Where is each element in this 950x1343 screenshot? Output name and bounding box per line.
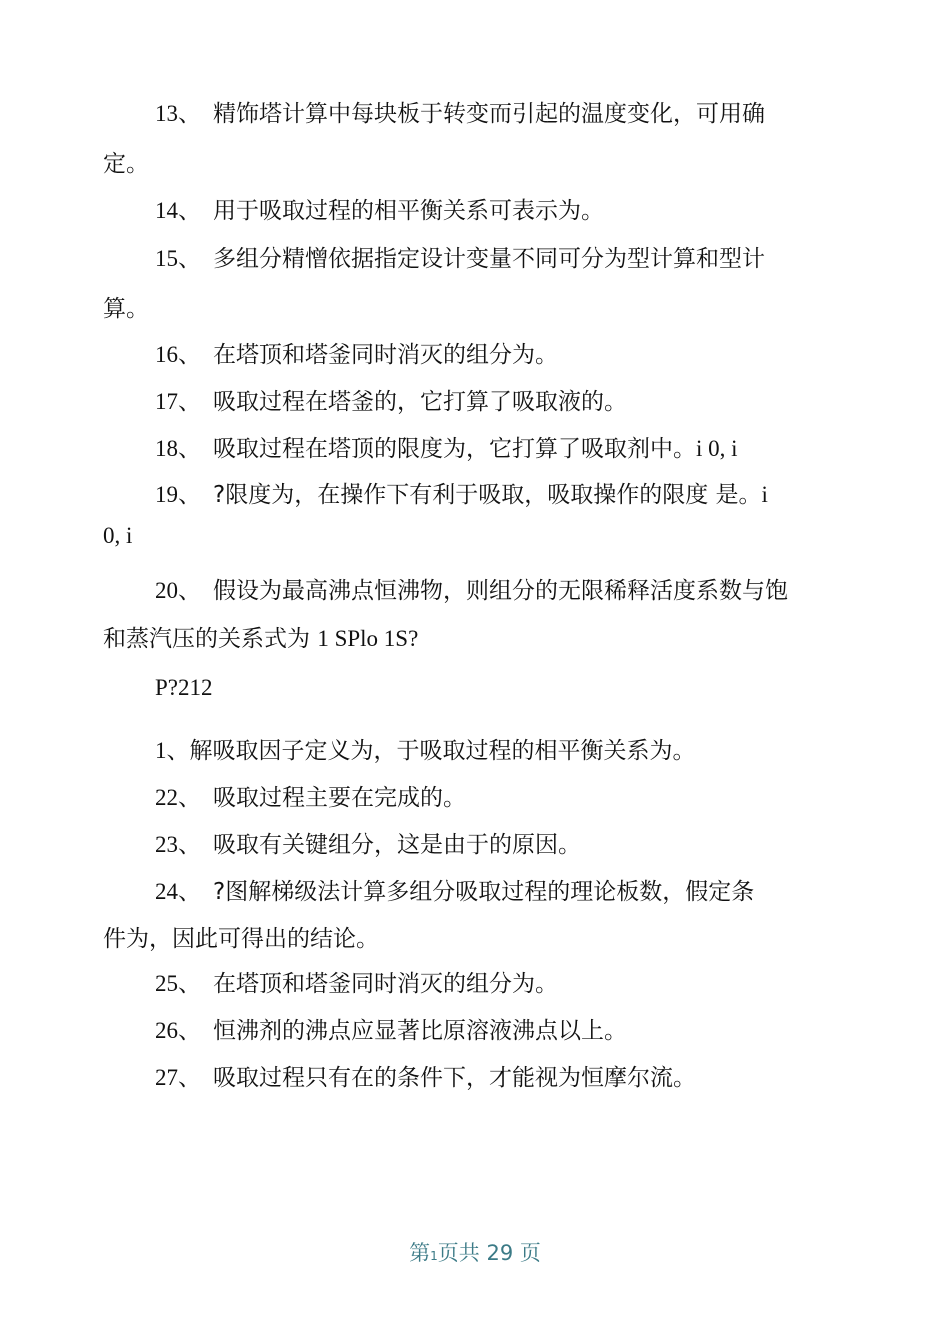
question-number: 22、 xyxy=(155,785,201,810)
question-23 xyxy=(155,830,581,860)
question-number: 15、 xyxy=(155,246,201,271)
question-number: 1、 xyxy=(155,738,190,763)
question-15-continuation: 算。 xyxy=(103,296,149,322)
current-page-number: 1 xyxy=(430,1249,438,1263)
question-number: 14、 xyxy=(155,198,201,223)
question-18 xyxy=(155,434,738,464)
question-text: 吸取过程在塔顶的限度为，它打算了吸取剂中。 xyxy=(213,436,696,462)
question-number: 25、 xyxy=(155,971,201,996)
question-16 xyxy=(155,340,558,370)
question-text: ?图解梯级法计算多组分吸取过程的理论板数，假定条 xyxy=(213,879,755,905)
question-number: 24、 xyxy=(155,879,201,904)
question-14 xyxy=(155,196,604,226)
question-number: 13、 xyxy=(155,101,201,126)
question-text: 多组分精憎依据指定设计变量不同可分为型计算和型计 xyxy=(213,246,765,272)
question-24-continuation: 件为，因此可得出的结论。 xyxy=(103,926,379,952)
question-13-continuation: 定。 xyxy=(103,151,149,177)
question-20 xyxy=(155,576,788,606)
question-13 xyxy=(155,99,765,129)
question-number: 16、 xyxy=(155,342,201,367)
question-tail: i 0, i xyxy=(696,436,738,461)
question-20-continuation: 和蒸汽压的关系式为 1 SPlo 1S? xyxy=(103,626,419,652)
question-19 xyxy=(155,480,768,510)
question-tail: i xyxy=(761,482,768,507)
question-text: 在塔顶和塔釜同时消灭的组分为。 xyxy=(213,971,558,997)
question-text: 精饰塔计算中每块板于转变而引起的温度变化，可用确 xyxy=(213,101,765,127)
question-22 xyxy=(155,783,466,813)
question-number: 19、 xyxy=(155,482,201,507)
question-text: 吸取过程在塔釜的，它打算了吸取液的。 xyxy=(213,389,627,415)
question-text: 恒沸剂的沸点应显著比原溶液沸点以上。 xyxy=(213,1018,627,1044)
section-label: P?212 xyxy=(155,675,213,700)
question-number: 27、 xyxy=(155,1065,201,1090)
page-footer: 第1页共 29 页 xyxy=(409,1241,541,1265)
question-text: ?限度为，在操作下有利于吸取，吸取操作的限度 是。 xyxy=(213,482,762,508)
question-number: 26、 xyxy=(155,1018,201,1043)
question-text: 吸取过程只有在的条件下，才能视为恒摩尔流。 xyxy=(213,1065,696,1091)
question-17 xyxy=(155,387,627,417)
question-text: 吸取有关键组分，这是由于的原因。 xyxy=(213,832,581,858)
question-25 xyxy=(155,969,558,999)
question-text: 解吸取因子定义为，于吸取过程的相平衡关系为。 xyxy=(189,738,696,764)
question-24 xyxy=(155,877,754,907)
question-text: 吸取过程主要在完成的。 xyxy=(213,785,466,811)
question-number: 20、 xyxy=(155,578,201,603)
question-1 xyxy=(155,736,696,766)
question-15 xyxy=(155,244,765,274)
question-text: 用于吸取过程的相平衡关系可表示为。 xyxy=(213,198,604,224)
question-27 xyxy=(155,1063,696,1093)
question-number: 18、 xyxy=(155,436,201,461)
total-pages: 29 xyxy=(486,1241,514,1265)
question-number: 23、 xyxy=(155,832,201,857)
question-26 xyxy=(155,1016,627,1046)
question-text: 假设为最高沸点恒沸物，则组分的无限稀释活度系数与饱 xyxy=(213,578,788,604)
question-number: 17、 xyxy=(155,389,201,414)
question-text: 在塔顶和塔釜同时消灭的组分为。 xyxy=(213,342,558,368)
question-19-continuation: 0, i xyxy=(103,523,133,548)
